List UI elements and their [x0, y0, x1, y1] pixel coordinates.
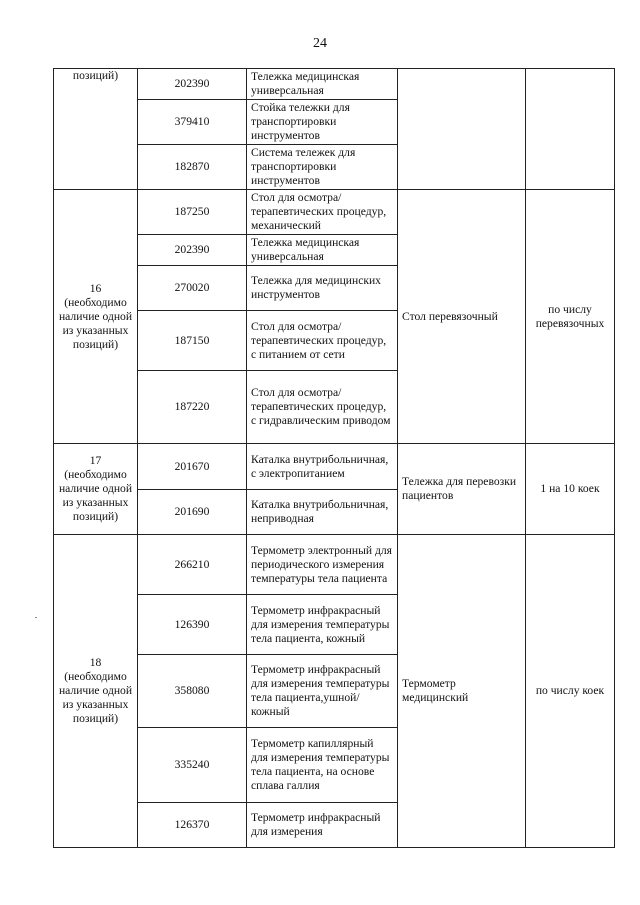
name-cell: Стол для осмотра/ терапевтических процедур, с гидравлическим приводом — [247, 371, 398, 444]
equipment-cell — [398, 69, 526, 190]
name-cell: Термометр инфракрасный для измерения температуры тела пациента, кожный — [247, 595, 398, 655]
scan-speck — [35, 617, 37, 618]
table-row — [54, 444, 615, 490]
table-row — [54, 190, 615, 235]
name-cell: Стол для осмотра/ терапевтических процедур, механический — [247, 190, 398, 235]
code-cell: 201670 — [138, 444, 247, 490]
code-cell: 187250 — [138, 190, 247, 235]
code-cell: 126370 — [138, 803, 247, 848]
code-cell: 182870 — [138, 145, 247, 190]
name-cell: Стол для осмотра/ терапевтических процедур, с питанием от сети — [247, 311, 398, 371]
code-cell: 187220 — [138, 371, 247, 444]
equipment-table — [53, 68, 615, 848]
code-cell: 270020 — [138, 266, 247, 311]
code-cell: 266210 — [138, 535, 247, 595]
equipment-cell: Тележка для перевозки пациентов — [398, 444, 526, 535]
name-cell: Система тележек для транспортировки инструментов — [247, 145, 398, 190]
name-cell: Каталка внутрибольничная, неприводная — [247, 490, 398, 535]
quantity-cell: по числу перевязочных — [526, 190, 615, 444]
equipment-cell: Стол перевязочный — [398, 190, 526, 444]
name-cell: Каталка внутрибольничная, с электропитанием — [247, 444, 398, 490]
table-row — [54, 535, 615, 595]
page-number: 24 — [313, 36, 327, 51]
code-cell: 358080 — [138, 655, 247, 728]
equipment-cell: Термометр медицинский — [398, 535, 526, 848]
code-cell: 202390 — [138, 235, 247, 266]
position-cell: 16 (необходимо наличие одной из указанных позиций) — [54, 190, 138, 444]
code-cell: 335240 — [138, 728, 247, 803]
name-cell: Термометр электронный для периодического измерения температуры тела пациента — [247, 535, 398, 595]
code-cell: 201690 — [138, 490, 247, 535]
position-cell: позиций) — [54, 69, 138, 190]
quantity-cell: по числу коек — [526, 535, 615, 848]
quantity-cell — [526, 69, 615, 190]
code-cell: 126390 — [138, 595, 247, 655]
position-cell: 18 (необходимо наличие одной из указанных позиций) — [54, 535, 138, 848]
name-cell: Тележка медицинская универсальная — [247, 235, 398, 266]
name-cell: Тележка для медицинских инструментов — [247, 266, 398, 311]
name-cell: Тележка медицинская универсальная — [247, 69, 398, 100]
code-cell: 379410 — [138, 100, 247, 145]
name-cell: Термометр капиллярный для измерения температуры тела пациента, на основе сплава галлия — [247, 728, 398, 803]
quantity-cell: 1 на 10 коек — [526, 444, 615, 535]
code-cell: 202390 — [138, 69, 247, 100]
position-cell: 17 (необходимо наличие одной из указанных позиций) — [54, 444, 138, 535]
name-cell: Стойка тележки для транспортировки инструментов — [247, 100, 398, 145]
name-cell: Термометр инфракрасный для измерения температуры тела пациента,ушной/кожный — [247, 655, 398, 728]
code-cell: 187150 — [138, 311, 247, 371]
name-cell: Термометр инфракрасный для измерения — [247, 803, 398, 848]
table-row — [54, 69, 615, 100]
